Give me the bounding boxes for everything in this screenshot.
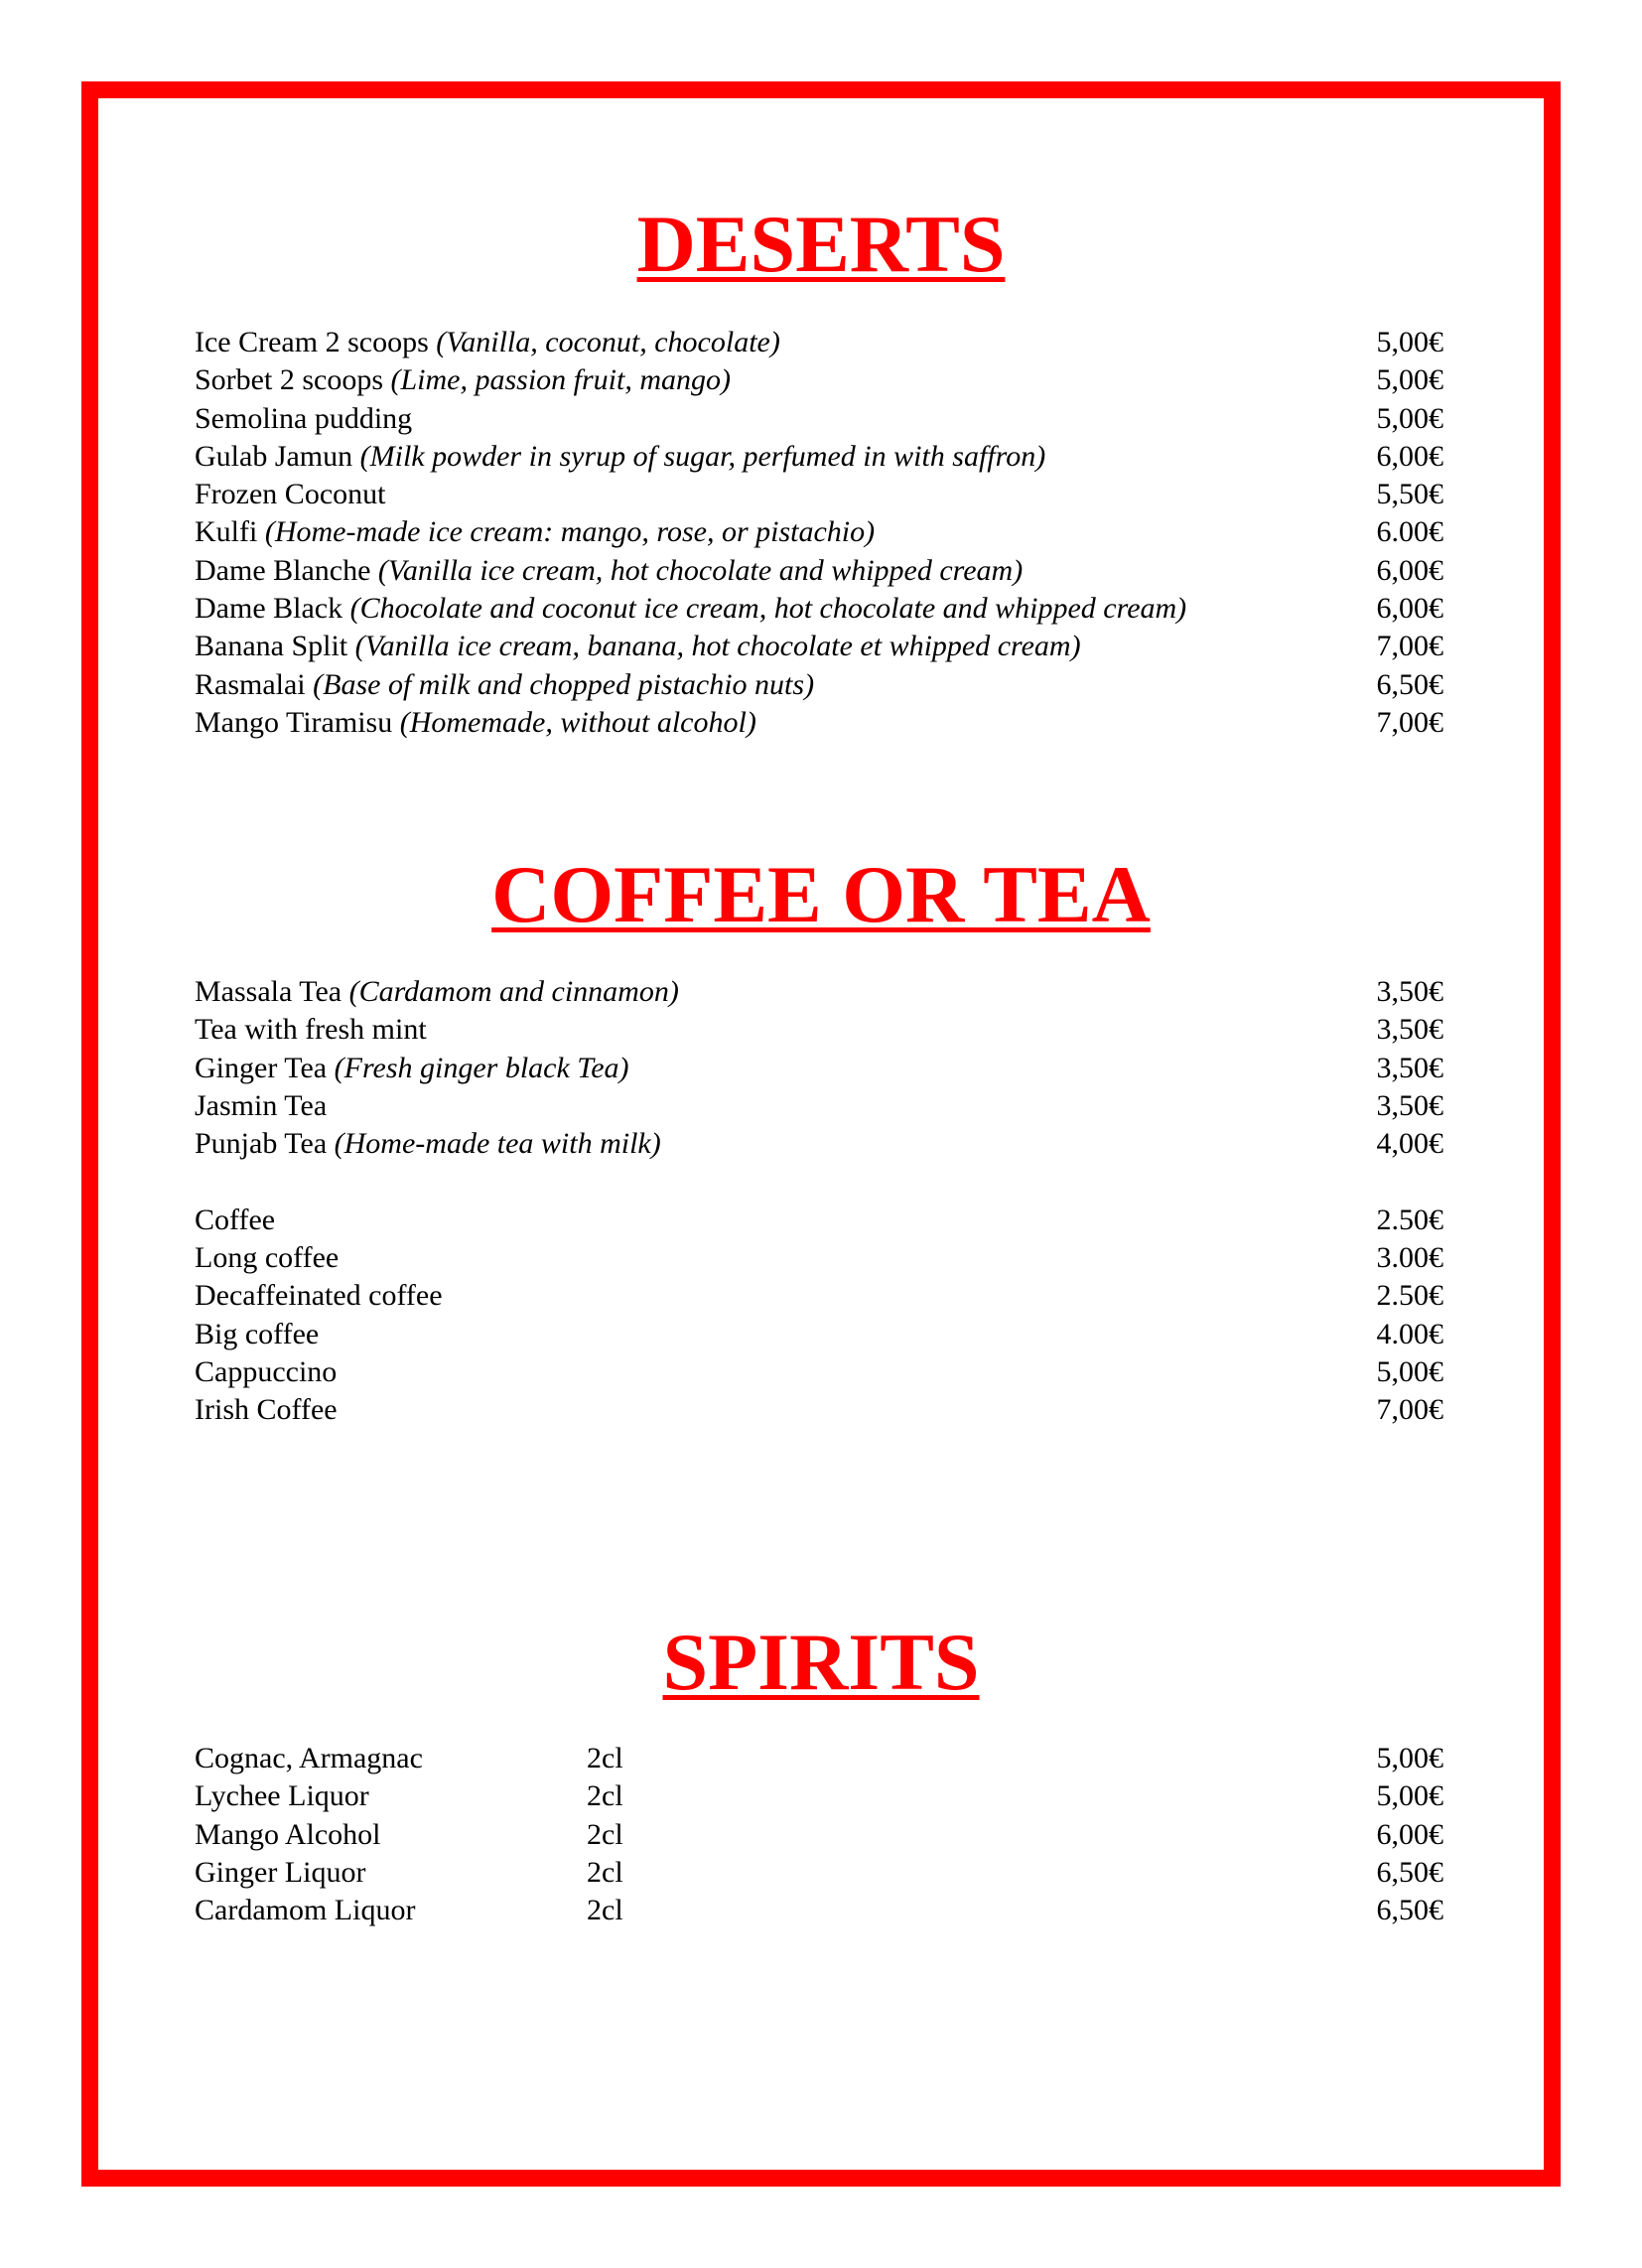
item-price: 6,50€ [1376, 1855, 1443, 1889]
item-price: 3.00€ [1376, 1241, 1443, 1275]
item-description: (Homemade, without alcohol) [399, 705, 756, 739]
item-description: (Base of milk and chopped pistachio nuts) [313, 667, 815, 701]
menu-item [195, 1316, 1443, 1353]
menu-item [195, 1740, 1443, 1777]
item-description: (Vanilla ice cream, hot chocolate and whipped cream) [377, 553, 1024, 587]
item-name: Ginger Tea [195, 1051, 328, 1084]
menu-item [195, 324, 1443, 361]
item-price: 6,50€ [1376, 667, 1443, 701]
item-name: Rasmalai [195, 667, 306, 701]
menu-item [195, 1125, 1443, 1163]
item-price: 3,50€ [1376, 975, 1443, 1008]
item-name: Sorbet 2 scoops [195, 363, 383, 397]
item-price: 3,50€ [1376, 1051, 1443, 1084]
menu-item [195, 1777, 1443, 1815]
item-price: 5,00€ [1376, 401, 1443, 435]
item-price: 7,00€ [1376, 630, 1443, 663]
item-description: (Milk powder in syrup of sugar, perfumed in with saffron) [359, 439, 1046, 473]
coffee-tea-title: COFFEE OR TEA [491, 849, 1151, 939]
item-price: 5,00€ [1376, 363, 1443, 397]
item-description: (Cardamom and cinnamon) [348, 975, 679, 1008]
menu-item [195, 1892, 1443, 1929]
item-price: 6,00€ [1376, 553, 1443, 587]
item-volume: 2cl [587, 1855, 623, 1889]
item-name: Massala Tea [195, 975, 342, 1008]
item-name: Mango Tiramisu [195, 705, 393, 739]
menu-item [195, 628, 1443, 665]
menu-item [195, 1816, 1443, 1854]
item-name: Ginger Liquor [195, 1855, 366, 1889]
menu-item [195, 1854, 1443, 1892]
item-price: 6,00€ [1376, 1817, 1443, 1851]
menu-item [195, 1353, 1443, 1391]
item-name: Frozen Coconut [195, 478, 386, 511]
item-price: 2.50€ [1376, 1203, 1443, 1236]
item-price: 6,00€ [1376, 439, 1443, 473]
item-price: 4.00€ [1376, 1317, 1443, 1350]
deserts-title: DESERTS [636, 199, 1006, 289]
item-price: 6,00€ [1376, 592, 1443, 626]
item-name: Gulab Jamun [195, 439, 353, 473]
item-price: 3,50€ [1376, 1088, 1443, 1122]
menu-item [195, 361, 1443, 399]
item-name: Semolina pudding [195, 401, 413, 435]
item-volume: 2cl [587, 1894, 623, 1927]
item-name: Cappuccino [195, 1354, 338, 1388]
menu-item [195, 590, 1443, 628]
item-price: 2.50€ [1376, 1279, 1443, 1313]
item-name: Decaffeinated coffee [195, 1279, 443, 1313]
item-volume: 2cl [587, 1817, 623, 1851]
spacer [195, 1163, 1443, 1201]
item-name: Lychee Liquor [195, 1779, 369, 1813]
item-description: (Lime, passion fruit, mango) [390, 363, 732, 397]
item-price: 4,00€ [1376, 1127, 1443, 1161]
menu-item [195, 1011, 1443, 1049]
item-name: Cardamom Liquor [195, 1894, 416, 1927]
item-name: Mango Alcohol [195, 1817, 381, 1851]
item-description: (Vanilla, coconut, chocolate) [436, 326, 780, 358]
menu-item [195, 1050, 1443, 1087]
item-name: Big coffee [195, 1317, 320, 1350]
menu-item [195, 704, 1443, 742]
menu-item [195, 400, 1443, 438]
item-price: 5,00€ [1376, 1779, 1443, 1813]
menu-item [195, 1239, 1443, 1277]
item-name: Banana Split [195, 630, 348, 663]
deserts-list [195, 324, 1443, 742]
menu-item [195, 1277, 1443, 1315]
item-volume: 2cl [587, 1779, 623, 1813]
item-name: Kulfi [195, 515, 258, 549]
item-price: 3,50€ [1376, 1013, 1443, 1047]
menu-item [195, 438, 1443, 476]
menu-item [195, 973, 1443, 1011]
spirits-list [195, 1740, 1443, 1929]
item-name: Punjab Tea [195, 1127, 328, 1161]
item-price: 7,00€ [1376, 1393, 1443, 1427]
menu-item [195, 1202, 1443, 1239]
item-name: Irish Coffee [195, 1393, 338, 1427]
menu-item [195, 476, 1443, 513]
coffee-tea-list [195, 973, 1443, 1430]
item-price: 6.00€ [1376, 515, 1443, 549]
menu-item [195, 1391, 1443, 1429]
item-price: 5,00€ [1376, 326, 1443, 358]
item-name: Ice Cream 2 scoops [195, 326, 429, 358]
item-description: (Home-made ice cream: mango, rose, or pistachio) [264, 515, 876, 549]
item-volume: 2cl [587, 1742, 623, 1774]
item-description: (Home-made tea with milk) [334, 1127, 661, 1161]
menu-item [195, 666, 1443, 704]
item-name: Dame Black [195, 592, 343, 626]
menu-item [195, 1087, 1443, 1125]
spirits-title: SPIRITS [662, 1617, 980, 1707]
item-name: Dame Blanche [195, 553, 371, 587]
item-description: (Fresh ginger black Tea) [334, 1051, 629, 1084]
item-description: (Vanilla ice cream, banana, hot chocolate et whipped cream) [354, 630, 1081, 663]
item-name: Jasmin Tea [195, 1088, 328, 1122]
item-name: Long coffee [195, 1241, 340, 1275]
item-price: 6,50€ [1376, 1894, 1443, 1927]
item-name: Coffee [195, 1203, 276, 1236]
item-name: Cognac, Armagnac [195, 1742, 423, 1774]
item-price: 5,00€ [1376, 1354, 1443, 1388]
menu-item [195, 513, 1443, 551]
item-price: 7,00€ [1376, 705, 1443, 739]
item-description: (Chocolate and coconut ice cream, hot chocolate and whipped cream) [349, 592, 1187, 626]
item-name: Tea with fresh mint [195, 1013, 427, 1047]
item-price: 5,00€ [1376, 1742, 1443, 1774]
item-price: 5,50€ [1376, 478, 1443, 511]
menu-item [195, 552, 1443, 590]
